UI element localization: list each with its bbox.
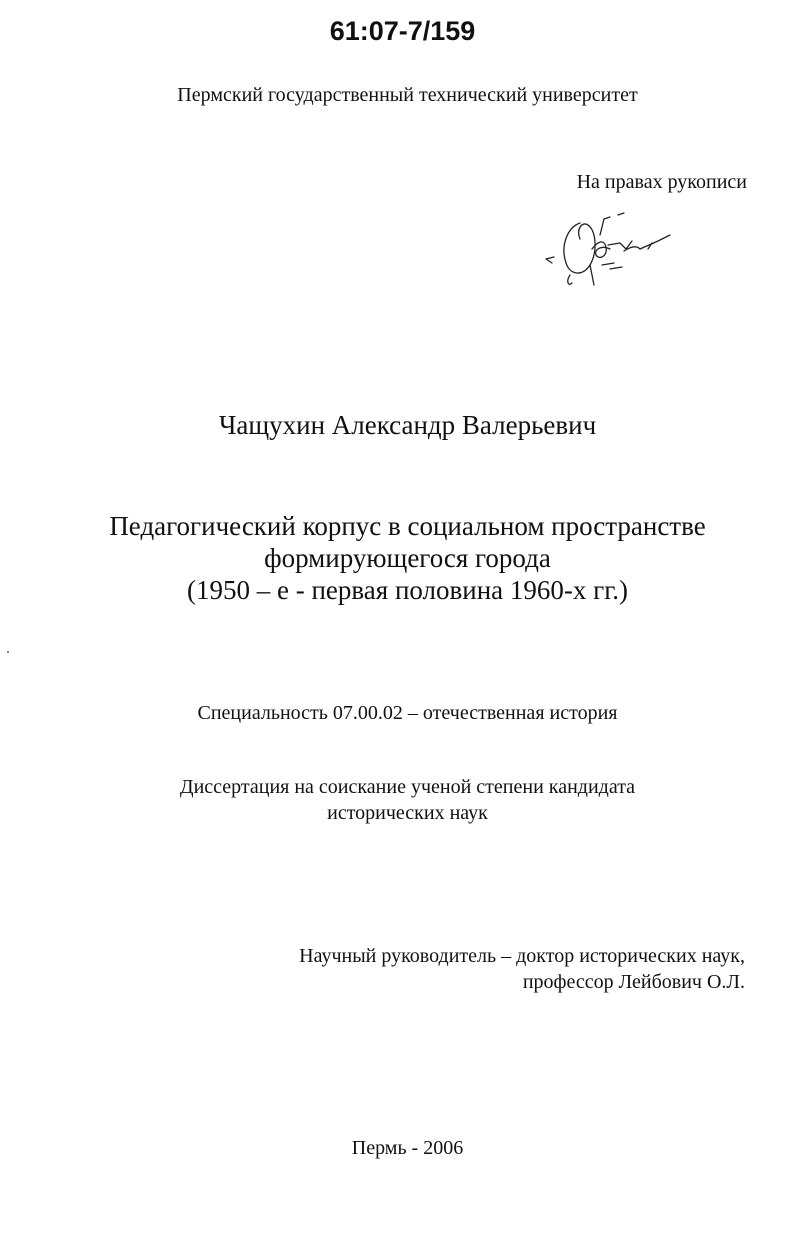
title-line-3: (1950 – е - первая половина 1960-х гг.) [187,575,628,605]
title-line-2: формирующегося города [264,543,551,573]
catalog-code: 61:07-7/159 [329,16,476,46]
supervisor [299,943,745,995]
author-name: Чащухин Александр Валерьевич [218,410,597,440]
degree-statement [0,774,795,826]
rights-note: На правах рукописи [576,171,747,193]
degree-line-2: исторических наук [327,802,488,824]
scan-speck [7,651,9,653]
title-line-1: Педагогический корпус в социальном пространстве [109,511,706,541]
dissertation-title [0,510,795,606]
city-year: Пермь - 2006 [351,1137,464,1159]
signature-icon [540,205,680,290]
supervisor-line-1: Научный руководитель – доктор исторических наук, [299,945,745,967]
degree-line-1: Диссертация на соискание ученой степени кандидата [179,776,636,798]
university-name: Пермский государственный технический университет [177,84,638,106]
supervisor-line-2: профессор Лейбович О.Л. [522,971,745,993]
specialty: Специальность 07.00.02 – отечественная история [197,702,618,724]
